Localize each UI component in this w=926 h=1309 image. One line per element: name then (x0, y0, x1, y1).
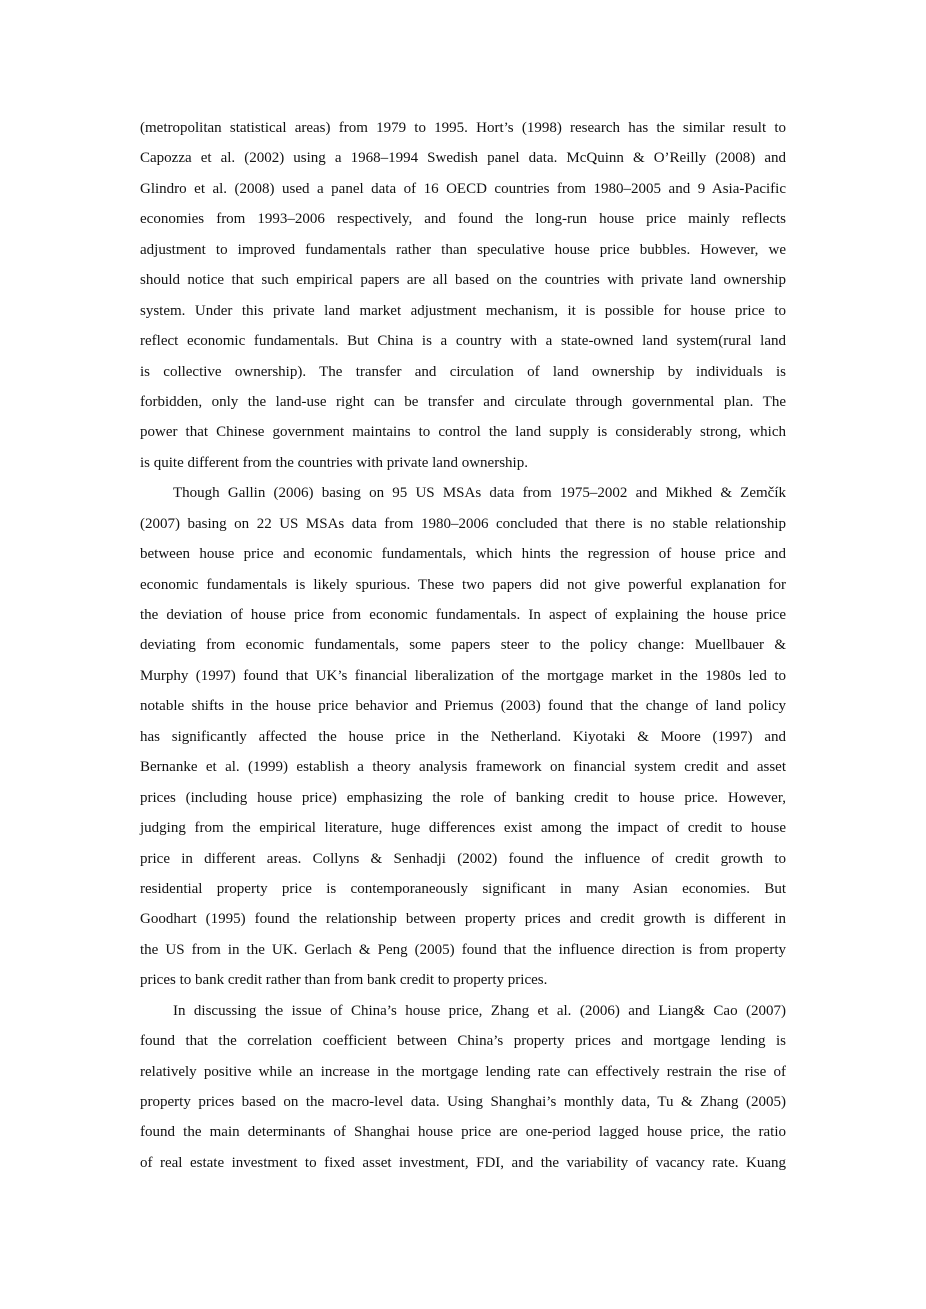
text-line: Bernanke et al. (1999) establish a theory analysis framework on financial system credit and asset (140, 759, 786, 776)
text-line: Goodhart (1995) found the relationship between property prices and credit growth is different in (140, 911, 786, 928)
text-line: prices (including house price) emphasizing the role of banking credit to house price. However, (140, 789, 786, 806)
text-line: the deviation of house price from economic fundamentals. In aspect of explaining the house price (140, 607, 786, 623)
text-line: Though Gallin (2006) basing on 95 US MSAs data from 1975–2002 and Mikhed & Zemčík (173, 485, 786, 502)
document-page (140, 113, 786, 1178)
text-line: deviating from economic fundamentals, some papers steer to the policy change: Muellbauer & (140, 637, 786, 654)
text-line: of real estate investment to fixed asset investment, FDI, and the variability of vacancy rate. Kuang (140, 1154, 786, 1171)
text-line: found that the correlation coefficient between China’s property prices and mortgage lending is (140, 1033, 786, 1050)
text-line: residential property price is contemporaneously significant in many Asian economies. But (140, 880, 786, 897)
text-line: economic fundamentals is likely spurious. These two papers did not give powerful explanation for (140, 576, 786, 593)
text-line: between house price and economic fundamentals, which hints the regression of house price and (140, 546, 786, 563)
text-line: has significantly affected the house price in the Netherland. Kiyotaki & Moore (1997) and (140, 728, 786, 745)
text-line: economies from 1993–2006 respectively, and found the long-run house price mainly reflects (140, 211, 786, 228)
text-line: Capozza et al. (2002) using a 1968–1994 Swedish panel data. McQuinn & O’Reilly (2008) and (140, 150, 786, 167)
paragraph (140, 996, 786, 1179)
text-line: reflect economic fundamentals. But China is a country with a state-owned land system(rural land (140, 333, 786, 350)
text-line: property prices based on the macro-level data. Using Shanghai’s monthly data, Tu & Zhang (2005) (140, 1094, 786, 1110)
paragraph (140, 113, 786, 478)
text-line: Glindro et al. (2008) used a panel data of 16 OECD countries from 1980–2005 and 9 Asia-Pacific (140, 180, 786, 197)
text-line: relatively positive while an increase in the mortgage lending rate can effectively restrain the rise of (140, 1063, 786, 1080)
text-line: is collective ownership). The transfer and circulation of land ownership by individuals is (140, 363, 786, 380)
text-line: power that Chinese government maintains to control the land supply is considerably strong, which (140, 424, 786, 441)
text-line: notable shifts in the house price behavior and Priemus (2003) found that the change of land policy (140, 698, 786, 715)
text-line: prices to bank credit rather than from bank credit to property prices. (140, 972, 548, 989)
text-line: system. Under this private land market adjustment mechanism, it is possible for house price to (140, 302, 786, 319)
text-line: price in different areas. Collyns & Senhadji (2002) found the influence of credit growth to (140, 850, 786, 867)
text-line: is quite different from the countries with private land ownership. (140, 454, 528, 471)
text-line: Murphy (1997) found that UK’s financial liberalization of the mortgage market in the 1980s led to (140, 667, 786, 684)
text-line: judging from the empirical literature, huge differences exist among the impact of credit to house (140, 820, 786, 837)
text-line: should notice that such empirical papers are all based on the countries with private land ownership (140, 272, 786, 289)
text-line: the US from in the UK. Gerlach & Peng (2005) found that the influence direction is from property (140, 941, 786, 958)
paragraph (140, 478, 786, 995)
text-line: found the main determinants of Shanghai house price are one-period lagged house price, the ratio (140, 1124, 786, 1141)
text-line: adjustment to improved fundamentals rather than speculative house price bubbles. However, we (140, 241, 786, 258)
text-line: In discussing the issue of China’s house price, Zhang et al. (2006) and Liang& Cao (2007) (173, 1002, 786, 1019)
text-line: (metropolitan statistical areas) from 1979 to 1995. Hort’s (1998) research has the similar result to (140, 120, 786, 136)
text-line: (2007) basing on 22 US MSAs data from 1980–2006 concluded that there is no stable relationship (140, 515, 786, 532)
text-line: forbidden, only the land-use right can be transfer and circulate through governmental plan. The (140, 393, 786, 410)
